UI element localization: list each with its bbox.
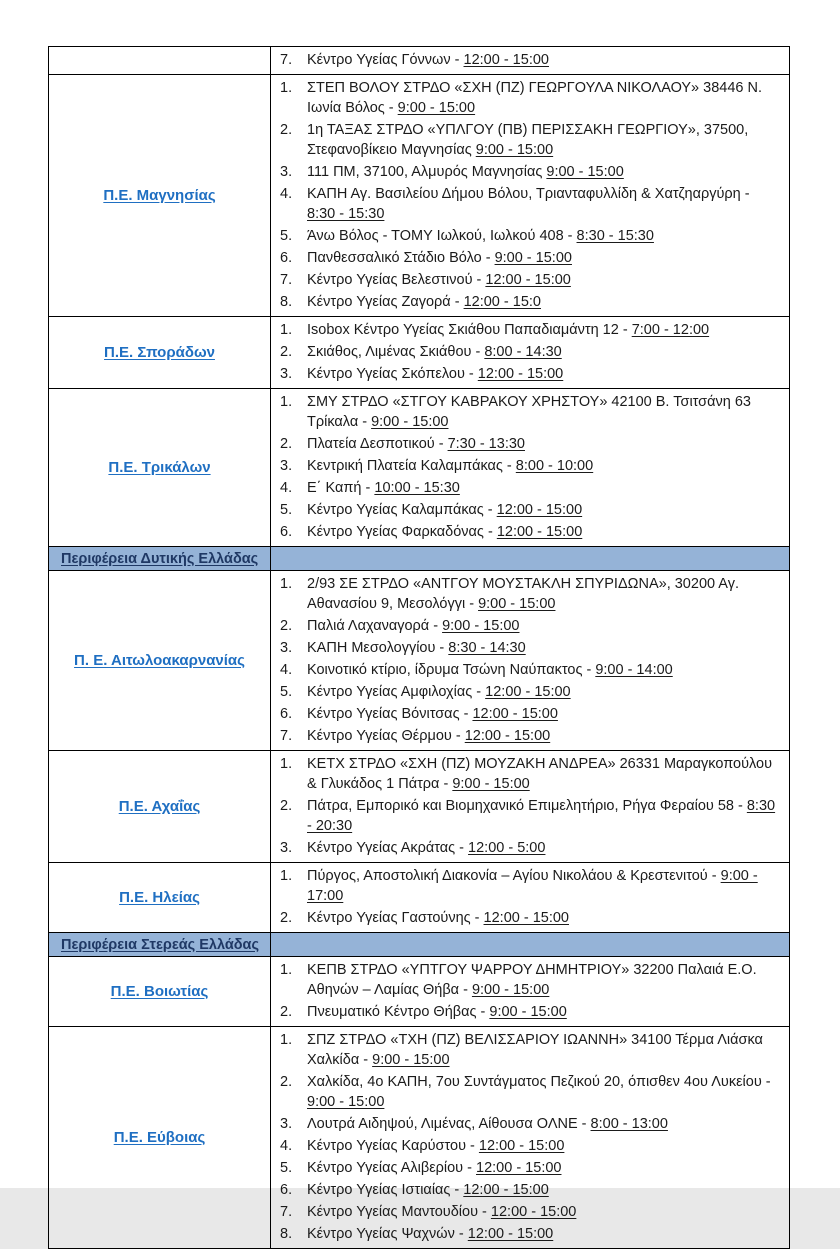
location-name: Πύργος, Αποστολική Διακονία – Αγίου Νικολάου & Κρεστενιτού -: [307, 868, 721, 884]
item-time: 12:00 - 15:00: [485, 272, 571, 288]
location-name: Πνευματικό Κέντρο Θήβας -: [307, 1004, 490, 1020]
item-text: [307, 120, 783, 160]
location-name: Πανθεσσαλικό Στάδιο Βόλο -: [307, 250, 495, 266]
item-time: 9:00 - 15:00: [397, 100, 476, 116]
item-number: 7.: [280, 728, 293, 744]
band-label-cell: [49, 547, 271, 570]
region-link[interactable]: Π.Ε. Αχαΐας: [118, 798, 201, 815]
item-number: 3.: [280, 1116, 293, 1132]
item-time: 12:00 - 15:00: [496, 524, 583, 540]
location-item: [271, 1136, 783, 1156]
region-row: [49, 1027, 789, 1249]
locations-cell: [271, 751, 789, 862]
region-label-cell: [49, 863, 271, 932]
location-name: Κέντρο Υγείας Γαστούνης -: [307, 910, 484, 926]
item-text: [307, 292, 783, 312]
location-item: [271, 292, 783, 312]
location-name: ΚΕΤΧ ΣΤΡΔΟ «ΣΧΗ (ΠΖ) ΜΟΥΖΑΚΗ ΑΝΔΡΕΑ» 26331 Μαραγκοπούλου & Γλυκάδος 1 Πάτρα -: [307, 756, 773, 792]
region-label-cell: [49, 571, 271, 750]
location-item: [271, 704, 783, 724]
item-time: 9:00 - 15:00: [372, 1052, 450, 1068]
item-time: 8:30 - 15:30: [576, 228, 654, 244]
item-number: 2.: [280, 122, 293, 138]
location-item: [271, 838, 783, 858]
item-text: [307, 1202, 783, 1222]
item-number: 3.: [280, 840, 293, 856]
item-time: 12:00 - 15:00: [483, 910, 569, 926]
item-text: [307, 726, 783, 746]
item-number: 7.: [280, 1204, 293, 1220]
location-name: Πλατεία Δεσποτικού -: [307, 436, 448, 452]
region-row: [49, 75, 789, 317]
location-name: Παλιά Λαχαναγορά -: [307, 618, 443, 634]
region-label-cell: [49, 317, 271, 388]
region-row: [49, 571, 789, 751]
item-number: 5.: [280, 228, 293, 244]
item-number: 1.: [280, 868, 293, 884]
item-text: [307, 342, 783, 362]
location-name: Λουτρά Αιδηψού, Λιμένας, Αίθουσα ΟΛΝΕ -: [307, 1116, 591, 1132]
item-number: 4.: [280, 1138, 293, 1154]
item-time: 9:00 - 15:00: [475, 142, 554, 158]
item-number: 2.: [280, 1074, 293, 1090]
location-name: 1η ΤΑΞΑΣ ΣΤΡΔΟ «ΥΠΛΓΟΥ (ΠΒ) ΠΕΡΙΣΣΑΚΗ ΓΕΩΡΓΙΟΥ», 37500, Στεφανοβίκειο Μαγνησίας: [307, 122, 749, 158]
region-link[interactable]: Π.Ε. Βοιωτίας: [110, 983, 209, 1000]
item-text: [307, 1114, 783, 1134]
item-text: [307, 838, 783, 858]
item-number: 4.: [280, 662, 293, 678]
region-row: [49, 389, 789, 547]
item-text: [307, 226, 783, 246]
band-label-cell: [49, 933, 271, 956]
item-time: 7:00 - 12:00: [631, 322, 710, 338]
item-time: 12:00 - 15:00: [463, 52, 549, 68]
location-item: [271, 226, 783, 246]
item-text: [307, 1072, 783, 1112]
item-text: [307, 522, 783, 542]
region-row: [49, 317, 789, 389]
item-number: 6.: [280, 1182, 293, 1198]
item-number: 5.: [280, 1160, 293, 1176]
item-text: [307, 682, 783, 702]
location-item: [271, 616, 783, 636]
region-label-cell: [49, 751, 271, 862]
region-link[interactable]: Π.Ε. Ηλείας: [119, 889, 200, 906]
location-item: [271, 754, 783, 794]
item-time: 8:00 - 10:00: [515, 458, 594, 474]
item-number: 3.: [280, 366, 293, 382]
item-text: [307, 184, 783, 224]
region-link[interactable]: Π. Ε. Αιτωλοακαρνανίας: [74, 652, 245, 669]
location-item: [271, 120, 783, 160]
item-text: [307, 456, 783, 476]
region-row: [49, 863, 789, 933]
region-link[interactable]: Π.Ε. Εύβοιας: [113, 1129, 206, 1146]
item-text: [307, 574, 783, 614]
item-text: [307, 616, 783, 636]
location-item: [271, 1202, 783, 1222]
location-name: Κέντρο Υγείας Βελεστινού -: [307, 272, 486, 288]
item-number: 1.: [280, 962, 293, 978]
item-time: 12:00 - 15:00: [472, 706, 558, 722]
item-time: 12:00 - 15:00: [478, 1138, 565, 1154]
item-number: 3.: [280, 458, 293, 474]
region-row: [49, 957, 789, 1027]
locations-cell: [271, 47, 789, 74]
item-text: [307, 1002, 783, 1022]
item-text: [307, 478, 783, 498]
region-link[interactable]: Π.Ε. Μαγνησίας: [103, 187, 216, 204]
item-number: 2.: [280, 344, 293, 360]
item-number: 1.: [280, 576, 293, 592]
location-item: [271, 574, 783, 614]
item-time: 9:00 - 15:00: [442, 618, 520, 634]
locations-cell: [271, 1027, 789, 1248]
location-name: Κέντρο Υγείας Καλαμπάκας -: [307, 502, 497, 518]
vaccination-points-table: [48, 46, 790, 1249]
item-time: 9:00 - 17:00: [307, 868, 758, 904]
item-time: 9:00 - 15:00: [494, 250, 572, 266]
location-name: Άνω Βόλος - ΤΟΜΥ Ιωλκού, Ιωλκού 408 -: [307, 228, 577, 244]
location-name: Κοινοτικό κτίριο, ίδρυμα Τσώνη Ναύπακτος -: [307, 662, 596, 678]
item-text: [307, 704, 783, 724]
item-time: 12:00 - 15:00: [476, 1160, 562, 1176]
item-number: 6.: [280, 250, 293, 266]
item-text: [307, 392, 783, 432]
item-time: 8:30 - 20:30: [307, 798, 776, 834]
location-name: ΚΑΠΗ Αγ. Βασιλείου Δήμου Βόλου, Τριανταφυλλίδη & Χατζηαργύρη -: [307, 186, 750, 202]
item-time: 9:00 - 15:00: [452, 776, 530, 792]
location-name: Κέντρο Υγείας Καρύστου -: [307, 1138, 479, 1154]
location-item: [271, 434, 783, 454]
item-time: 12:00 - 15:00: [485, 684, 571, 700]
item-text: [307, 270, 783, 290]
region-link[interactable]: Π.Ε. Σποράδων: [104, 344, 215, 361]
region-band-link[interactable]: Περιφέρεια Στερεάς Ελλάδας: [61, 936, 260, 953]
location-item: [271, 456, 783, 476]
location-name: ΚΑΠΗ Μεσολογγίου -: [307, 640, 449, 656]
location-item: [271, 1114, 783, 1134]
item-text: [307, 364, 783, 384]
location-name: Κέντρο Υγείας Αλιβερίου -: [307, 1160, 477, 1176]
item-text: [307, 50, 783, 70]
item-time: 9:00 - 15:00: [471, 982, 550, 998]
location-name: Isobox Κέντρο Υγείας Σκιάθου Παπαδιαμάντη 12 -: [307, 322, 632, 338]
location-item: [271, 1224, 783, 1244]
location-name: ΣΜΥ ΣΤΡΔΟ «ΣΤΓΟΥ ΚΑΒΡΑΚΟΥ ΧΡΗΣΤΟΥ» 42100 Β. Τσιτσάνη 63 Τρίκαλα -: [307, 394, 751, 430]
location-item: [271, 342, 783, 362]
location-item: [271, 500, 783, 520]
item-text: [307, 1224, 783, 1244]
band-empty-cell: [271, 547, 789, 570]
item-number: 3.: [280, 164, 293, 180]
item-time: 7:30 - 13:30: [447, 436, 525, 452]
region-label-cell: [49, 389, 271, 546]
region-band-row: [49, 933, 789, 957]
location-item: [271, 866, 783, 906]
locations-cell: [271, 571, 789, 750]
item-text: [307, 1136, 783, 1156]
region-row: [49, 751, 789, 863]
location-item: [271, 1158, 783, 1178]
location-item: [271, 392, 783, 432]
item-time: 9:00 - 15:00: [371, 414, 449, 430]
location-item: [271, 184, 783, 224]
item-number: 7.: [280, 272, 293, 288]
location-name: Χαλκίδα, 4ο ΚΑΠΗ, 7ου Συντάγματος Πεζικού 20, όπισθεν 4ου Λυκείου -: [307, 1074, 771, 1090]
item-text: [307, 866, 783, 906]
item-time: 12:00 - 15:00: [464, 728, 551, 744]
item-number: 2.: [280, 618, 293, 634]
location-item: [271, 320, 783, 340]
location-item: [271, 682, 783, 702]
locations-cell: [271, 317, 789, 388]
locations-cell: [271, 863, 789, 932]
item-number: 2.: [280, 1004, 293, 1020]
location-item: [271, 908, 783, 928]
region-link[interactable]: Π.Ε. Τρικάλων: [108, 459, 211, 476]
item-time: 9:00 - 15:00: [546, 164, 624, 180]
item-text: [307, 1158, 783, 1178]
item-text: [307, 434, 783, 454]
location-name: Κέντρο Υγείας Φαρκαδόνας -: [307, 524, 497, 540]
location-item: [271, 796, 783, 836]
region-label-cell: [49, 957, 271, 1026]
location-item: [271, 162, 783, 182]
item-time: 12:00 - 15:0: [463, 294, 541, 310]
locations-cell: [271, 957, 789, 1026]
item-time: 9:00 - 15:00: [478, 596, 556, 612]
item-number: 8.: [280, 1226, 293, 1242]
item-text: [307, 162, 783, 182]
location-item: [271, 522, 783, 542]
location-name: ΣΤΕΠ ΒΟΛΟΥ ΣΤΡΔΟ «ΣΧΗ (ΠΖ) ΓΕΩΡΓΟΥΛΑ ΝΙΚΟΛΑΟΥ» 38446 Ν. Ιωνία Βόλος -: [307, 80, 762, 116]
item-time: 12:00 - 15:00: [463, 1182, 549, 1198]
location-item: [271, 364, 783, 384]
item-time: 8:00 - 13:00: [590, 1116, 668, 1132]
item-number: 5.: [280, 684, 293, 700]
item-number: 2.: [280, 436, 293, 452]
location-name: Κέντρο Υγείας Σκόπελου -: [307, 366, 478, 382]
location-item: [271, 1072, 783, 1112]
item-text: [307, 796, 783, 836]
location-name: Κέντρο Υγείας Ιστιαίας -: [307, 1182, 464, 1198]
item-number: 6.: [280, 524, 293, 540]
item-text: [307, 78, 783, 118]
location-item: [271, 726, 783, 746]
item-text: [307, 500, 783, 520]
region-label-cell: [49, 47, 271, 74]
location-item: [271, 78, 783, 118]
location-name: Κέντρο Υγείας Αμφιλοχίας -: [307, 684, 486, 700]
location-name: Κέντρο Υγείας Ψαχνών -: [307, 1226, 468, 1242]
location-item: [271, 1002, 783, 1022]
item-number: 8.: [280, 294, 293, 310]
location-name: ΣΠΖ ΣΤΡΔΟ «ΤΧΗ (ΠΖ) ΒΕΛΙΣΣΑΡΙΟΥ ΙΩΑΝΝΗ» 34100 Τέρμα Λιάσκα Χαλκίδα -: [307, 1032, 763, 1068]
item-number: 1.: [280, 80, 293, 96]
item-text: [307, 908, 783, 928]
item-time: 10:00 - 15:30: [374, 480, 460, 496]
location-name: Κέντρο Υγείας Ζαγορά -: [307, 294, 464, 310]
location-name: Κέντρο Υγείας Βόνιτσας -: [307, 706, 473, 722]
locations-cell: [271, 75, 789, 316]
location-name: ΚΕΠΒ ΣΤΡΔΟ «ΥΠΤΓΟΥ ΨΑΡΡΟΥ ΔΗΜΗΤΡΙΟΥ» 32200 Παλαιά Ε.Ο. Αθηνών – Λαμίας Θήβα -: [307, 962, 757, 998]
location-item: [271, 1180, 783, 1200]
region-label-cell: [49, 75, 271, 316]
location-item: [271, 638, 783, 658]
location-item: [271, 660, 783, 680]
item-text: [307, 754, 783, 794]
item-number: 6.: [280, 706, 293, 722]
item-time: 12:00 - 15:00: [467, 1226, 554, 1242]
location-item: [271, 270, 783, 290]
item-time: 12:00 - 15:00: [477, 366, 564, 382]
location-name: 2/93 ΣΕ ΣΤΡΔΟ «ΑΝΤΓΟΥ ΜΟΥΣΤΑΚΛΗ ΣΠΥΡΙΔΩΝΑ», 30200 Αγ. Αθανασίου 9, Μεσολόγγι -: [307, 576, 739, 612]
item-number: 3.: [280, 640, 293, 656]
item-number: 4.: [280, 480, 293, 496]
item-time: 8:00 - 14:30: [484, 344, 562, 360]
location-name: Κέντρο Υγείας Μαντουδίου -: [307, 1204, 491, 1220]
item-number: 4.: [280, 186, 293, 202]
region-row: [49, 47, 789, 75]
location-name: 111 ΠΜ, 37100, Αλμυρός Μαγνησίας: [307, 164, 547, 180]
region-band-link[interactable]: Περιφέρεια Δυτικής Ελλάδας: [61, 550, 259, 567]
item-number: 5.: [280, 502, 293, 518]
item-number: 1.: [280, 1032, 293, 1048]
item-text: [307, 638, 783, 658]
item-text: [307, 960, 783, 1000]
location-name: Ε΄ Καπή -: [307, 480, 375, 496]
item-number: 7.: [280, 52, 293, 68]
band-empty-cell: [271, 933, 789, 956]
location-item: [271, 478, 783, 498]
item-time: 9:00 - 14:00: [595, 662, 673, 678]
item-number: 1.: [280, 322, 293, 338]
item-text: [307, 660, 783, 680]
location-name: Κεντρική Πλατεία Καλαμπάκας -: [307, 458, 516, 474]
item-time: 12:00 - 5:00: [468, 840, 546, 856]
item-number: 1.: [280, 756, 293, 772]
item-text: [307, 1030, 783, 1070]
item-text: [307, 1180, 783, 1200]
item-number: 1.: [280, 394, 293, 410]
location-item: [271, 50, 783, 70]
location-name: Κέντρο Υγείας Θέρμου -: [307, 728, 465, 744]
item-text: [307, 320, 783, 340]
item-text: [307, 248, 783, 268]
item-number: 2.: [280, 798, 293, 814]
item-time: 12:00 - 15:00: [496, 502, 583, 518]
location-item: [271, 1030, 783, 1070]
region-band-row: [49, 547, 789, 571]
item-time: 9:00 - 15:00: [489, 1004, 567, 1020]
item-time: 8:30 - 15:30: [307, 206, 385, 222]
locations-cell: [271, 389, 789, 546]
item-time: 9:00 - 15:00: [307, 1094, 385, 1110]
location-item: [271, 960, 783, 1000]
location-name: Πάτρα, Εμπορικό και Βιομηχανικό Επιμελητήριο, Ρήγα Φεραίου 58 -: [307, 798, 747, 814]
location-item: [271, 248, 783, 268]
location-name: Κέντρο Υγείας Ακράτας -: [307, 840, 469, 856]
region-label-cell: [49, 1027, 271, 1248]
location-name: Σκιάθος, Λιμένας Σκιάθου -: [307, 344, 485, 360]
item-time: 12:00 - 15:00: [490, 1204, 577, 1220]
item-time: 8:30 - 14:30: [448, 640, 526, 656]
item-number: 2.: [280, 910, 293, 926]
location-name: Κέντρο Υγείας Γόννων -: [307, 52, 464, 68]
